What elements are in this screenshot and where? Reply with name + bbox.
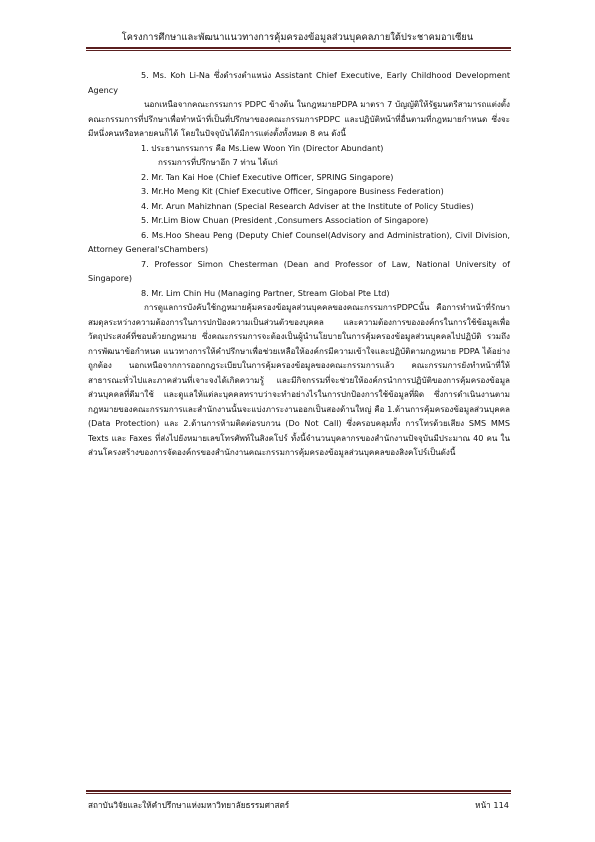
advisor-subheading: กรรมการที่ปรึกษาอีก 7 ท่าน ได้แก่ (158, 157, 278, 167)
footer-rule-thin (86, 793, 511, 794)
advisor-item: 2. Mr. Tan Kai Hoe (Chief Executive Officer, SPRING Singapore) (141, 171, 394, 182)
footer-institution: สถาบันวิจัยและให้คำปรึกษาแห่งมหาวิทยาลัยธรรมศาสตร์ (88, 800, 290, 810)
advisor-item: 5. Mr.Lim Biow Chuan (President ,Consumers Association of Singapore) (141, 215, 429, 225)
header-rule (86, 47, 511, 49)
document-body (88, 68, 510, 460)
paragraph-pdpc-enforcement: การดูแลการบังคับใช้กฎหมายคุ้มครองข้อมูลส่วนบุคคลของคณะกรรมการPDPCนั้น คือการทำหน้าที่รักษาสมดุลระหว่างความต้องการในการปกป้องความเป็นส่วนตัวของบุคคล และความต้องการขององค์กรในการใช้ข้อมูลเพื่อวัตถุประสงค์ที่ชอบด้วยกฎหมาย ซึ่งคณะกรรมการจะต้องเป็นผู้นำนโยบายในการคุ้มครองข้อมูลส่วนบุคคลไปปฏิบัติ รวมถึงการพัฒนาข้อกำหนด แนวทางการให้คำปรึกษาเพื่อช่วยเหลือให้องค์กรมีความเข้าใจและปฏิบัติตามกฎหมาย PDPA ได้อย่างถูกต้อง นอกเหนือจากการออกกฎระเบียบในการคุ้มครองข้อมูลของคณะกรรมการแล้ว คณะกรรมการยังทำหน้าที่ให้สาธารณะทั่วไปและภาคส่วนที่เจาะจงได้เกิดความรู้ และมีกิจกรรมที่จะช่วยให้องค์กรนำการปฏิบัติของการคุ้มครองข้อมูลส่วนบุคคลที่ดีมาใช้ และดูแลให้แต่ละบุคคลทราบว่าจะทำอย่างไรในการปกป้องการใช้ข้อมูลที่ผิด ซึ่งการดำเนินงานตามกฎหมายของคณะกรรมการและสำนักงานนั้นจะแบ่งภาระงานออกเป็นสองด้านใหญ่ คือ 1.ด้านการคุ้มครองข้อมูลส่วนบุคคล (Data Protection) และ 2.ด้านการห้ามติดต่อรบกวน (Do Not Call) ซึ่งครอบคลุมทั้ง การโทรด้วยเสียง SMS MMS Texts และ Faxes ที่ส่งไปยังหมายเลขโทรศัพท์ในสิงคโปร์ ทั้งนี้จำนวนบุคลากรของสำนักงานปัจจุบันมีประมาณ 40 คน ในส่วนโครงสร้างของการจัดองค์กรของสำนักงานคณะกรรมการคุ้มครองข้อมูลส่วนบุคคลของสิงคโปร์เป็นดังนี้ (88, 302, 510, 457)
advisor-item: 4. Mr. Arun Mahizhnan (Special Research Adviser at the Institute of Policy Studies) (141, 200, 474, 211)
page-number: หน้า 114 (475, 800, 509, 810)
paragraph-advisory-committee: นอกเหนือจากคณะกรรมการ PDPC ข้างต้น ในกฎหมายPDPA มาตรา 7 บัญญัติให้รัฐมนตรีสามารถแต่งตั้งคณะกรรมการที่ปรึกษาเพื่อทำหน้าที่เป็นที่ปรึกษาของคณะกรรมการPDPC และปฏิบัติหน้าที่อื่นตามที่กฎหมายกำหนด ซึ่งจะมีหนึ่งคนหรือหลายคนก็ได้ โดยในปัจจุบันได้มีการแต่งตั้งทั้งหมด 8 คน ดังนี้ (88, 99, 510, 138)
advisor-item: 8. Mr. Lim Chin Hu (Managing Partner, Stream Global Pte Ltd) (141, 287, 390, 298)
list-item-committee-5: 5. Ms. Koh Li-Na ซึ่งดำรงตำแหน่ง Assistant Chief Executive, Early Childhood Development Agency (88, 70, 510, 95)
advisor-item: 3. Mr.Ho Meng Kit (Chief Executive Officer, Singapore Business Federation) (141, 186, 444, 196)
header-rule-thin (86, 50, 511, 51)
footer-rule (86, 790, 511, 792)
advisor-item: 6. Ms.Hoo Sheau Peng (Deputy Chief Counsel(Advisory and Administration), Civil Division, Attorney General'sChambers) (88, 229, 510, 254)
advisor-item: 7. Professor Simon Chesterman (Dean and Professor of Law, National University of Singapore) (88, 258, 510, 283)
advisor-item: 1. ประธานกรรมการ คือ Ms.Liew Woon Yin (Director Abundant) (141, 142, 384, 153)
page-header-title: โครงการศึกษาและพัฒนาแนวทางการคุ้มครองข้อมูลส่วนบุคคลภายใต้ประชาคมอาเซียน (121, 32, 474, 43)
